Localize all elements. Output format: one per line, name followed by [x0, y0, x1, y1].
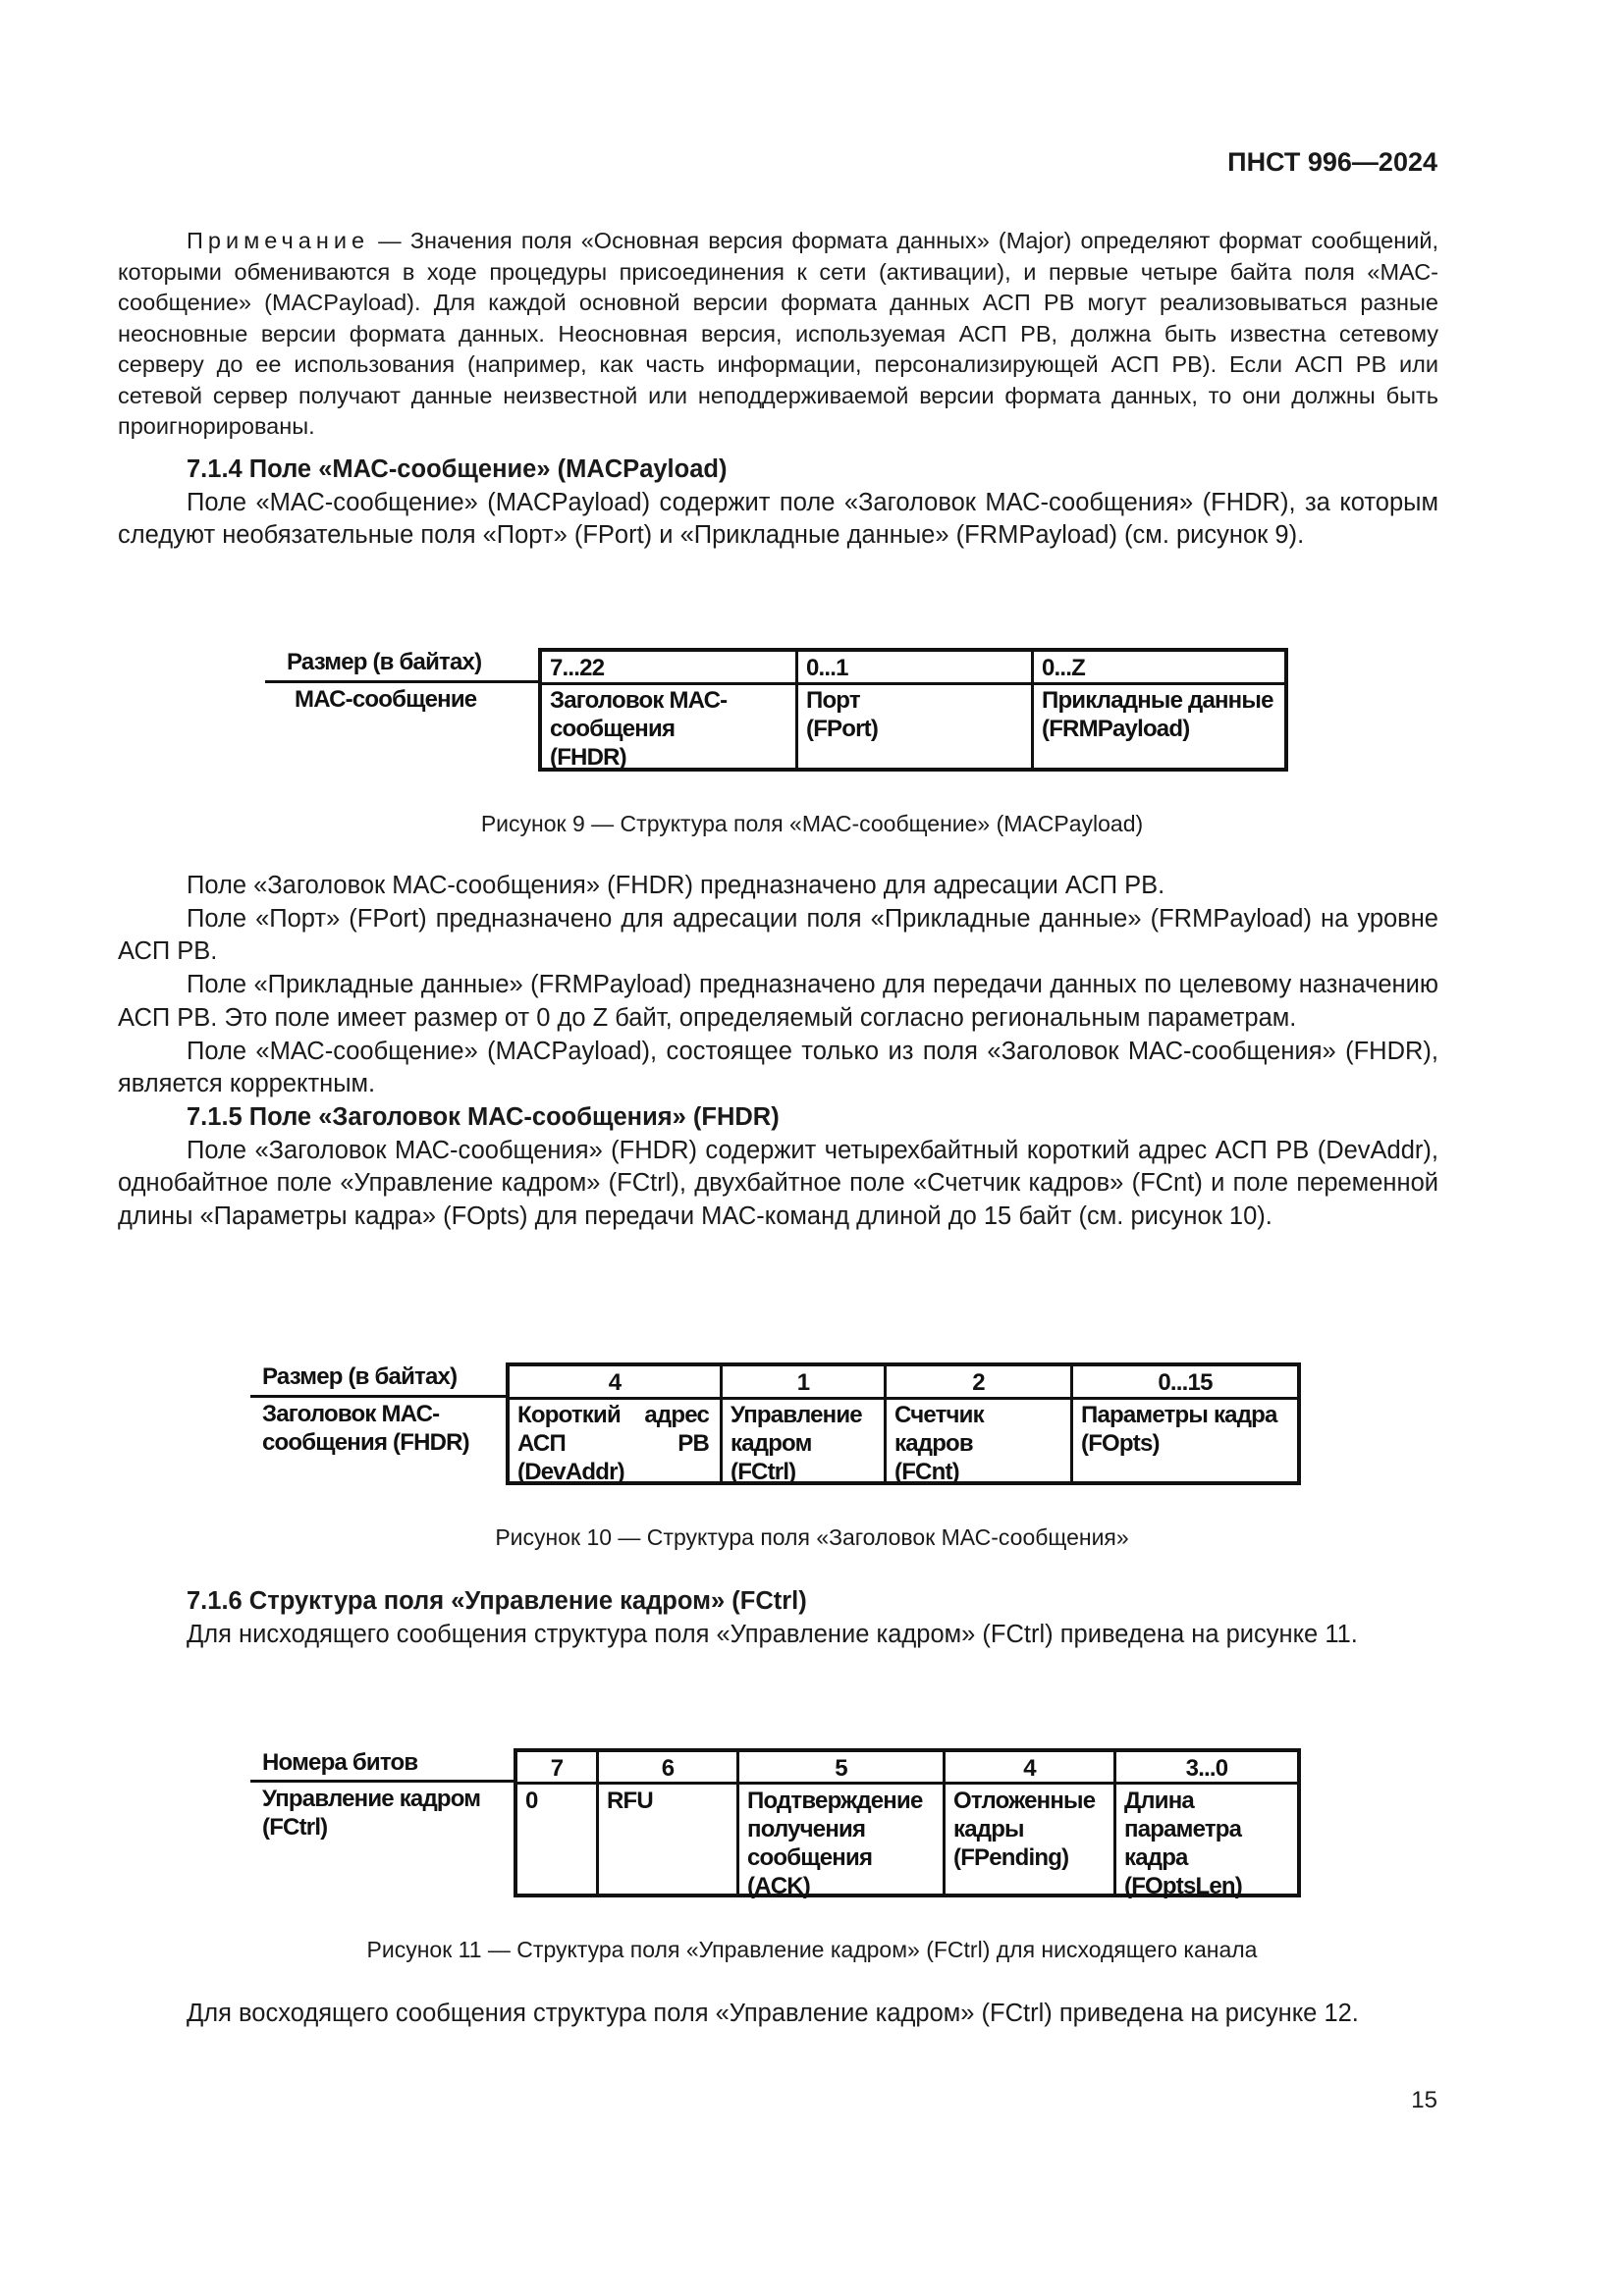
size-cell: 7...22 — [550, 655, 605, 681]
field-cell: Подтверждение получения сообщения (ACK) — [747, 1788, 923, 1899]
paragraph: Для нисходящего сообщения структура поля «Управление кадром» (FCtrl) приведена на рисунке 11. — [187, 1620, 1358, 1648]
field-cell: Длина параметра кадра (FOptsLen) — [1124, 1788, 1242, 1899]
field-cell: Параметры кадра (FOpts) — [1081, 1402, 1277, 1457]
divider — [250, 1780, 515, 1783]
bit-number-cell: 7 — [550, 1755, 564, 1782]
field-cell: 0 — [525, 1788, 538, 1814]
field-cell: RFU — [607, 1788, 653, 1814]
page-number: 15 — [1411, 2087, 1437, 2113]
table-box — [514, 1748, 1301, 1897]
table-box — [506, 1362, 1301, 1485]
row-label-bits: Номера битов — [262, 1749, 418, 1776]
paragraph: Для восходящего сообщения структура поля «Управление кадром» (FCtrl) приведена на рисунке 12. — [187, 2000, 1359, 2027]
note-paragraph — [118, 226, 1438, 443]
divider — [250, 1395, 508, 1398]
bit-number-cell: 5 — [835, 1755, 847, 1782]
field-cell: Прикладные данные (FRMPayload) — [1042, 687, 1273, 742]
field-cell: Счетчик кадров (FCnt) — [894, 1402, 984, 1485]
figure-10-table — [250, 1362, 1301, 1485]
section-7-1-6 — [118, 1585, 1438, 1651]
size-cell: 4 — [608, 1369, 622, 1396]
row-label-size: Размер (в байтах) — [287, 649, 482, 675]
paragraph: Поле «Заголовок МАС-сообщения» (FHDR) содержит четырехбайтный короткий адрес АСП РВ (DevAddr), однобайтное поле «Управление кадром» (FCtrl), двухбайтное поле «Счетчик кадров» (FCnt) и поле переменной длины «Параметры кадра» (FOpts) для передачи МАС-команд длиной до 15 байт (см. рисунок 10). — [118, 1136, 1438, 1231]
size-cell: 0...15 — [1158, 1369, 1213, 1396]
size-cell: 1 — [796, 1369, 810, 1396]
bit-number-cell: 3...0 — [1185, 1755, 1228, 1782]
section-7-1-4 — [118, 454, 1438, 553]
paragraph: Поле «Прикладные данные» (FRMPayload) предназначено для передачи данных по целевому назначению АСП РВ. Это поле имеет размер от 0 до Z байт, определяемый согласно региональным параметрам. — [118, 971, 1438, 1032]
field-cell: Отложенные кадры (FPending) — [953, 1788, 1096, 1871]
paragraph: Поле «МАС-сообщение» (MACPayload) содержит поле «Заголовок МАС-сообщения» (FHDR), за которым следуют необязательные поля «Порт» (FPort) и «Прикладные данные» (FRMPayload) (см. рисунок 9). — [118, 488, 1438, 550]
table-box — [538, 648, 1288, 772]
section-heading: 7.1.6 Структура поля «Управление кадром» (FCtrl) — [187, 1587, 807, 1615]
size-cell: 0...1 — [806, 655, 848, 681]
field-cell: Заголовок МАС-сообщения (FHDR) — [550, 687, 728, 771]
row-label-field: МАС-сообщение — [295, 686, 477, 713]
final-paragraph-block — [118, 1998, 1438, 2031]
paragraph: Поле «Заголовок МАС-сообщения» (FHDR) предназначено для адресации АСП РВ. — [187, 872, 1165, 899]
section-heading: 7.1.5 Поле «Заголовок МАС-сообщения» (FHDR) — [187, 1102, 780, 1131]
document-id-header: ПНСТ 996—2024 — [1227, 147, 1437, 177]
note-label: Примечание — [187, 228, 370, 253]
note-text: — Значения поля «Основная версия формата данных» (Major) определяют формат сообщений, которыми обмениваются в ходе процедуры присоединения к сети (активации), и первые четыре байта поля «МАС-сообщение» (MACPayload). Для каждой основной версии формата данных АСП РВ могут реализовываться разные неосновные версии формата данных. Неосновная версия, используемая АСП РВ, должна быть известна сетевому серверу до ее использования (например, как часть информации, персонализирующей АСП РВ). Если АСП РВ или сетевой сервер получают данные неизвестной или неподдерживаемой версии формата данных, то они должны быть проигнорированы. — [118, 228, 1438, 439]
figure-9-table — [265, 648, 1288, 772]
field-cell: Порт (FPort) — [806, 687, 879, 742]
figure-9-caption: Рисунок 9 — Структура поля «МАС-сообщение» (MACPayload) — [480, 811, 1144, 836]
figure-10-caption: Рисунок 10 — Структура поля «Заголовок МАС-сообщения» — [495, 1524, 1129, 1550]
figure-11-table — [250, 1748, 1301, 1897]
row-label-field: Заголовок МАС-сообщения (FHDR) — [262, 1401, 469, 1456]
field-cell: Короткий адрес АСП РВ (DevAddr) — [517, 1402, 709, 1485]
paragraph: Поле «Порт» (FPort) предназначено для адресации поля «Прикладные данные» (FRMPayload) на уровне АСП РВ. — [118, 904, 1438, 966]
section-heading: 7.1.4 Поле «МАС-сообщение» (MACPayload) — [187, 455, 728, 483]
row-label-field: Управление кадром (FCtrl) — [262, 1786, 481, 1841]
size-cell: 2 — [972, 1369, 985, 1396]
paragraph: Поле «МАС-сообщение» (MACPayload), состоящее только из поля «Заголовок МАС-сообщения» (FHDR), является корректным. — [118, 1037, 1438, 1098]
paragraphs-block — [118, 870, 1438, 1234]
divider — [265, 680, 540, 683]
bit-number-cell: 4 — [1023, 1755, 1036, 1782]
figure-11-caption: Рисунок 11 — Структура поля «Управление кадром» (FCtrl) для нисходящего канала — [366, 1937, 1258, 1962]
size-cell: 0...Z — [1042, 655, 1086, 681]
bit-number-cell: 6 — [661, 1755, 675, 1782]
field-cell: Управление кадром (FCtrl) — [731, 1402, 862, 1485]
row-label-size: Размер (в байтах) — [262, 1363, 458, 1390]
